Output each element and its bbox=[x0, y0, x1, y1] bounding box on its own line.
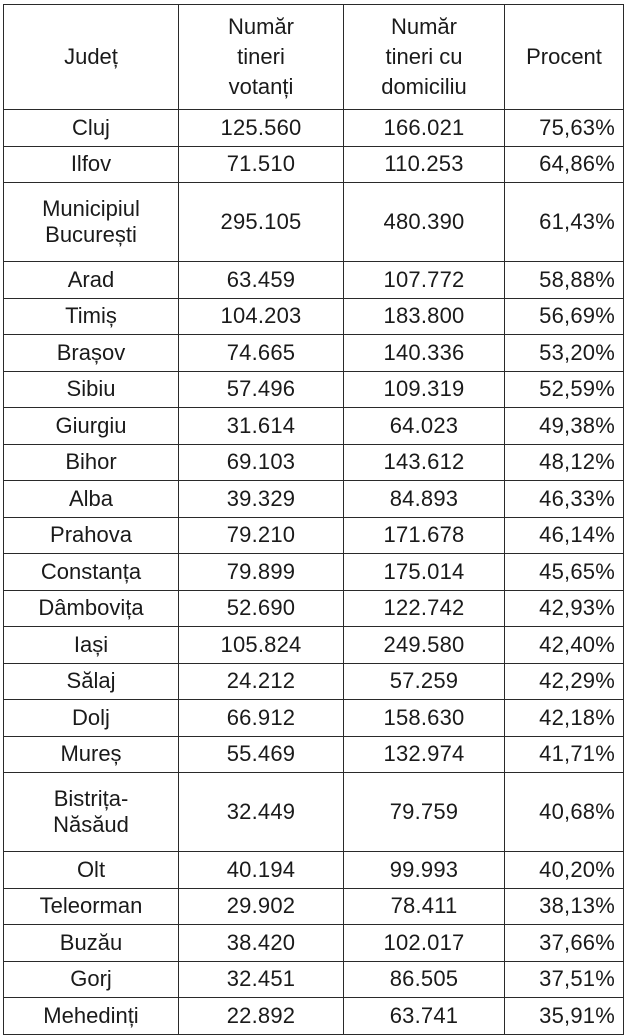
cell-young-residents: 84.893 bbox=[344, 481, 505, 518]
cell-young-voters: 71.510 bbox=[179, 146, 344, 183]
cell-county-line: Gorj bbox=[70, 966, 112, 992]
header-percent: Procent bbox=[505, 5, 624, 110]
cell-young-residents: 57.259 bbox=[344, 663, 505, 700]
cell-county-line: Alba bbox=[68, 485, 114, 511]
header-young-residents bbox=[344, 5, 505, 110]
cell-young-voters: 31.614 bbox=[179, 408, 344, 445]
cell-young-residents: 79.759 bbox=[344, 773, 505, 852]
header-county: Județ bbox=[4, 5, 179, 110]
cell-county-line: Dâmbovița bbox=[38, 595, 144, 621]
header-young-voters-line: Număr bbox=[227, 14, 294, 39]
table-row bbox=[4, 146, 624, 183]
cell-percent: 64,86% bbox=[505, 146, 624, 183]
cell-young-residents: 110.253 bbox=[344, 146, 505, 183]
cell-young-residents: 78.411 bbox=[344, 888, 505, 925]
cell-county bbox=[4, 481, 179, 518]
table-row bbox=[4, 444, 624, 481]
cell-county-line: Iași bbox=[73, 631, 109, 657]
cell-percent: 42,40% bbox=[505, 627, 624, 664]
table-row bbox=[4, 998, 624, 1035]
youth-turnout-table bbox=[3, 4, 624, 1035]
table-header bbox=[4, 5, 624, 110]
cell-county bbox=[4, 554, 179, 591]
cell-percent: 41,71% bbox=[505, 736, 624, 773]
cell-percent: 40,68% bbox=[505, 773, 624, 852]
cell-young-voters: 52.690 bbox=[179, 590, 344, 627]
cell-county-line: Cluj bbox=[72, 114, 110, 140]
cell-percent: 42,29% bbox=[505, 663, 624, 700]
cell-county bbox=[4, 262, 179, 299]
table-row bbox=[4, 517, 624, 554]
cell-young-voters: 40.194 bbox=[179, 852, 344, 889]
header-young-residents-line: domiciliu bbox=[381, 74, 467, 99]
cell-county bbox=[4, 627, 179, 664]
cell-county-line: Sibiu bbox=[66, 376, 116, 402]
cell-county-line: Brașov bbox=[56, 339, 126, 365]
cell-percent: 37,66% bbox=[505, 925, 624, 962]
header-young-residents-line: tineri cu bbox=[385, 44, 463, 69]
cell-young-voters: 32.451 bbox=[179, 961, 344, 998]
table-row bbox=[4, 262, 624, 299]
cell-young-voters: 29.902 bbox=[179, 888, 344, 925]
cell-percent: 46,33% bbox=[505, 481, 624, 518]
cell-young-residents: 63.741 bbox=[344, 998, 505, 1035]
cell-young-voters: 295.105 bbox=[179, 183, 344, 262]
header-young-voters bbox=[179, 5, 344, 110]
youth-turnout-table-container bbox=[3, 4, 624, 1035]
table-row bbox=[4, 335, 624, 372]
table-row bbox=[4, 110, 624, 147]
cell-young-residents: 86.505 bbox=[344, 961, 505, 998]
cell-county bbox=[4, 663, 179, 700]
cell-young-voters: 125.560 bbox=[179, 110, 344, 147]
cell-county-line: Constanța bbox=[40, 558, 142, 584]
header-row bbox=[4, 5, 624, 110]
cell-county bbox=[4, 335, 179, 372]
cell-county-line: Sălaj bbox=[66, 668, 116, 694]
cell-county-line: Năsăud bbox=[53, 812, 129, 837]
table-body bbox=[4, 110, 624, 1035]
cell-young-residents: 132.974 bbox=[344, 736, 505, 773]
cell-percent: 49,38% bbox=[505, 408, 624, 445]
cell-young-voters: 69.103 bbox=[179, 444, 344, 481]
cell-county bbox=[4, 444, 179, 481]
cell-county-line: Mehedinți bbox=[43, 1002, 139, 1028]
cell-percent: 75,63% bbox=[505, 110, 624, 147]
cell-young-residents: 171.678 bbox=[344, 517, 505, 554]
cell-young-residents: 109.319 bbox=[344, 371, 505, 408]
cell-percent: 52,59% bbox=[505, 371, 624, 408]
cell-young-voters: 57.496 bbox=[179, 371, 344, 408]
cell-young-voters: 39.329 bbox=[179, 481, 344, 518]
cell-percent: 37,51% bbox=[505, 961, 624, 998]
table-row bbox=[4, 627, 624, 664]
cell-percent: 56,69% bbox=[505, 298, 624, 335]
table-row bbox=[4, 590, 624, 627]
cell-percent: 42,93% bbox=[505, 590, 624, 627]
cell-percent: 46,14% bbox=[505, 517, 624, 554]
cell-county bbox=[4, 183, 179, 262]
cell-county-line: Bihor bbox=[65, 449, 117, 475]
cell-county bbox=[4, 925, 179, 962]
cell-county-line: Teleorman bbox=[39, 893, 143, 919]
cell-young-voters: 79.210 bbox=[179, 517, 344, 554]
cell-young-residents: 166.021 bbox=[344, 110, 505, 147]
cell-young-residents: 102.017 bbox=[344, 925, 505, 962]
cell-young-voters: 38.420 bbox=[179, 925, 344, 962]
cell-young-residents: 249.580 bbox=[344, 627, 505, 664]
cell-county-line: Mureș bbox=[60, 741, 122, 767]
table-row bbox=[4, 925, 624, 962]
cell-young-voters: 22.892 bbox=[179, 998, 344, 1035]
cell-young-residents: 64.023 bbox=[344, 408, 505, 445]
cell-county-line: Olt bbox=[76, 856, 106, 882]
cell-county bbox=[4, 110, 179, 147]
cell-county bbox=[4, 700, 179, 737]
table-row bbox=[4, 773, 624, 852]
table-row bbox=[4, 700, 624, 737]
cell-percent: 35,91% bbox=[505, 998, 624, 1035]
cell-county bbox=[4, 773, 179, 852]
cell-county-line: Arad bbox=[67, 266, 115, 292]
cell-county bbox=[4, 146, 179, 183]
cell-county-line: Giurgiu bbox=[55, 412, 127, 438]
cell-young-voters: 63.459 bbox=[179, 262, 344, 299]
cell-young-residents: 122.742 bbox=[344, 590, 505, 627]
cell-county-line: Buzău bbox=[59, 929, 123, 955]
header-young-voters-line: tineri bbox=[237, 44, 285, 69]
cell-young-residents: 107.772 bbox=[344, 262, 505, 299]
cell-percent: 38,13% bbox=[505, 888, 624, 925]
cell-county bbox=[4, 590, 179, 627]
cell-young-residents: 480.390 bbox=[344, 183, 505, 262]
cell-percent: 53,20% bbox=[505, 335, 624, 372]
cell-county bbox=[4, 408, 179, 445]
cell-county bbox=[4, 888, 179, 925]
cell-county-line: București bbox=[45, 222, 137, 247]
cell-young-residents: 143.612 bbox=[344, 444, 505, 481]
cell-young-voters: 74.665 bbox=[179, 335, 344, 372]
cell-young-voters: 79.899 bbox=[179, 554, 344, 591]
cell-percent: 61,43% bbox=[505, 183, 624, 262]
cell-county bbox=[4, 298, 179, 335]
cell-young-voters: 24.212 bbox=[179, 663, 344, 700]
cell-county bbox=[4, 517, 179, 554]
table-row bbox=[4, 408, 624, 445]
table-row bbox=[4, 183, 624, 262]
cell-young-residents: 140.336 bbox=[344, 335, 505, 372]
cell-county bbox=[4, 371, 179, 408]
cell-county-line: Prahova bbox=[50, 522, 132, 548]
cell-young-voters: 66.912 bbox=[179, 700, 344, 737]
cell-young-residents: 183.800 bbox=[344, 298, 505, 335]
cell-county bbox=[4, 998, 179, 1035]
table-row bbox=[4, 481, 624, 518]
cell-young-voters: 55.469 bbox=[179, 736, 344, 773]
header-young-residents-line: Număr bbox=[390, 14, 457, 39]
cell-percent: 45,65% bbox=[505, 554, 624, 591]
cell-young-voters: 32.449 bbox=[179, 773, 344, 852]
cell-percent: 40,20% bbox=[505, 852, 624, 889]
cell-young-residents: 158.630 bbox=[344, 700, 505, 737]
cell-county bbox=[4, 961, 179, 998]
table-row bbox=[4, 663, 624, 700]
header-young-voters-line: votanți bbox=[228, 74, 294, 99]
table-row bbox=[4, 554, 624, 591]
table-row bbox=[4, 888, 624, 925]
table-row bbox=[4, 298, 624, 335]
table-row bbox=[4, 852, 624, 889]
cell-young-voters: 104.203 bbox=[179, 298, 344, 335]
cell-county-line: Municipiul bbox=[42, 196, 140, 221]
cell-county-line: Ilfov bbox=[70, 151, 112, 177]
cell-county-line: Dolj bbox=[72, 704, 110, 730]
cell-county bbox=[4, 736, 179, 773]
table-row bbox=[4, 736, 624, 773]
cell-young-residents: 175.014 bbox=[344, 554, 505, 591]
cell-percent: 58,88% bbox=[505, 262, 624, 299]
table-row bbox=[4, 961, 624, 998]
cell-county bbox=[4, 852, 179, 889]
cell-county-line: Timiș bbox=[65, 303, 117, 329]
cell-percent: 48,12% bbox=[505, 444, 624, 481]
cell-young-residents: 99.993 bbox=[344, 852, 505, 889]
cell-percent: 42,18% bbox=[505, 700, 624, 737]
cell-young-voters: 105.824 bbox=[179, 627, 344, 664]
cell-county-line: Bistrița- bbox=[53, 786, 129, 811]
table-row bbox=[4, 371, 624, 408]
